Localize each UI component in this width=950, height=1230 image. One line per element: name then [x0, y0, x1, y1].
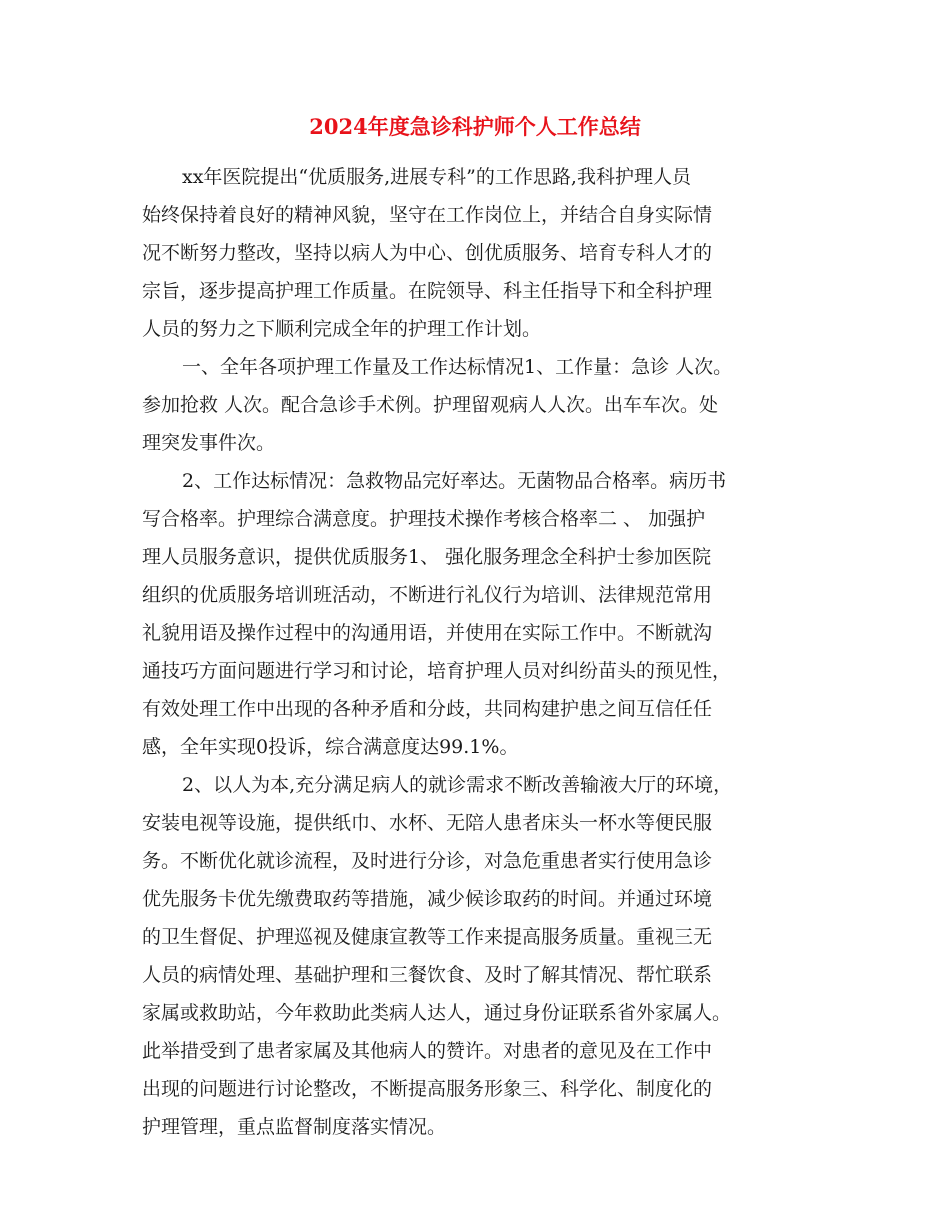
text-line: xx年医院提出“优质服务,进展专科”的工作思路,我科护理人员 — [182, 166, 691, 188]
text-line: 此举措受到了患者家属及其他病人的赞许。对患者的意见及在工作中 — [142, 1040, 713, 1062]
text-line: 的卫生督促、护理巡视及健康宣教等工作来提高服务质量。重视三无 — [142, 926, 713, 948]
document-body — [142, 158, 814, 1146]
paragraph-1 — [142, 158, 814, 348]
text-line: 况不断努力整改，坚持以病人为中心、创优质服务、培育专科人才的 — [142, 242, 713, 264]
text-line: 感，全年实现0投诉，综合满意度达99.1%。 — [142, 736, 519, 758]
paragraph-2 — [142, 348, 814, 462]
text-line: 安装电视等设施，提供纸巾、水杯、无陪人患者床头一杯水等便民服 — [142, 812, 713, 834]
text-line: 参加抢救 人次。配合急诊手术例。护理留观病人人次。出车车次。处 — [142, 394, 719, 416]
text-line: 家属或救助站，今年救助此类病人达人，通过身份证联系省外家属人。 — [142, 1002, 732, 1024]
text-line: 2、工作达标情况：急救物品完好率达。无菌物品合格率。病历书 — [182, 470, 727, 492]
text-line: 一、全年各项护理工作量及工作达标情况1、工作量：急诊 人次。 — [182, 356, 733, 378]
text-line: 优先服务卡优先缴费取药等措施，减少候诊取药的时间。并通过环境 — [142, 888, 713, 910]
text-line: 宗旨，逐步提高护理工作质量。在院领导、科主任指导下和全科护理 — [142, 280, 713, 302]
text-line: 2、以人为本,充分满足病人的就诊需求不断改善输液大厅的环境， — [182, 774, 733, 796]
text-line: 出现的问题进行讨论整改，不断提高服务形象三、科学化、制度化的 — [142, 1078, 713, 1100]
paragraph-3 — [142, 462, 814, 766]
text-line: 写合格率。护理综合满意度。护理技术操作考核合格率二 、 加强护 — [142, 508, 706, 530]
text-line: 人员的努力之下顺利完成全年的护理工作计划。 — [142, 318, 542, 340]
page-title: 2024年度急诊科护师个人工作总结 — [309, 114, 641, 139]
text-line: 组织的优质服务培训班活动，不断进行礼仪行为培训、法律规范常用 — [142, 584, 713, 606]
text-line: 护理管理，重点监督制度落实情况。 — [142, 1116, 447, 1138]
text-line: 理人员服务意识，提供优质服务1、 强化服务理念全科护士参加医院 — [142, 546, 712, 568]
paragraph-4 — [142, 766, 814, 1146]
text-line: 有效处理工作中出现的各种矛盾和分歧，共同构建护患之间互信任任 — [142, 698, 713, 720]
text-line: 始终保持着良好的精神风貌，坚守在工作岗位上，并结合自身实际情 — [142, 204, 713, 226]
text-line: 礼貌用语及操作过程中的沟通用语，并使用在实际工作中。不断就沟 — [142, 622, 713, 644]
text-line: 人员的病情处理、基础护理和三餐饮食、及时了解其情况、帮忙联系 — [142, 964, 713, 986]
text-line: 务。不断优化就诊流程，及时进行分诊，对急危重患者实行使用急诊 — [142, 850, 713, 872]
text-line: 通技巧方面问题进行学习和讨论，培育护理人员对纠纷苗头的预见性， — [142, 660, 732, 682]
text-line: 理突发事件次。 — [142, 432, 276, 454]
